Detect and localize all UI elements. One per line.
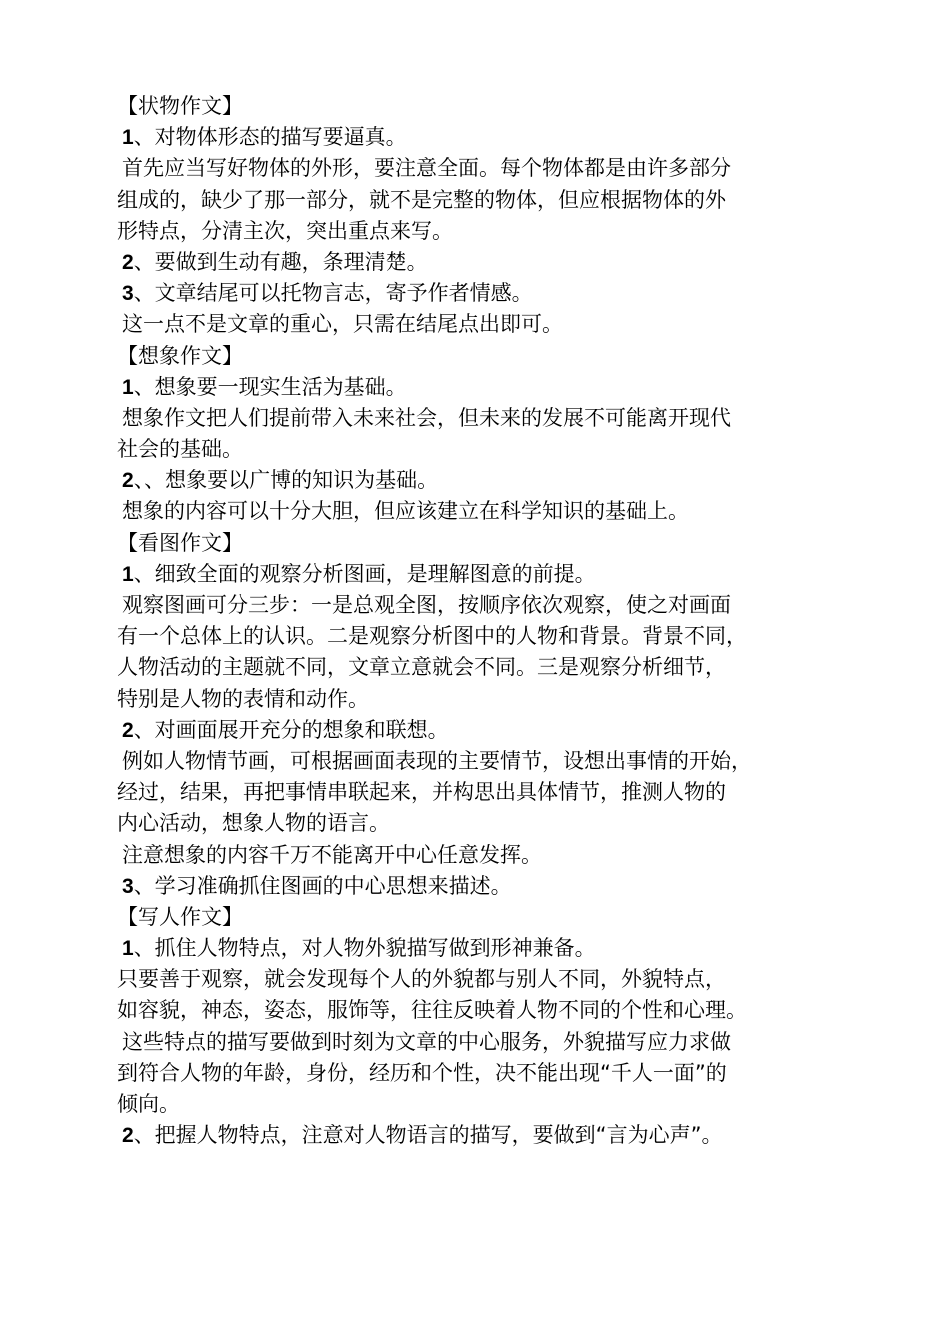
numbered-point [117,871,837,902]
point-number: 2 [122,1124,134,1148]
paragraph-line: 注意想象的内容千万不能离开中心任意发挥。 [122,842,542,867]
section-heading: 【看图作文】 [117,530,243,555]
numbered-point [117,247,837,278]
paragraph-line: 内心活动，想象人物的语言。 [117,811,390,836]
paragraph-line: 特别是人物的表情和动作。 [117,686,369,711]
numbered-point [117,1120,837,1151]
paragraph-line: 经过，结果，再把事情串联起来，并构思出具体情节，推测人物的 [117,780,726,805]
point-number: 3 [122,874,134,898]
paragraph-line: 观察图画可分三步：一是总观全图，按顺序依次观察，使之对画面 [122,593,731,617]
point-number: 1 [122,562,134,586]
point-number: 1 [122,126,134,150]
point-number: 2 [122,469,134,493]
paragraph-line: 想象作文把人们提前带入未来社会，但未来的发展不可能离开现代 [122,405,731,430]
point-number: 1 [122,375,134,399]
paragraph-line: 首先应当写好物体的外形，要注意全面。每个物体都是由许多部分 [122,156,731,181]
paragraph-line: 倾向。 [117,1092,180,1116]
paragraph-line: 人物活动的主题就不同，文章立意就会不同。三是观察分析细节， [117,655,726,680]
point-text: 、、想象要以广博的知识为基础。 [133,468,439,493]
numbered-point [117,278,837,309]
point-number: 2 [122,718,134,742]
paragraph-line: 有一个总体上的认识。二是观察分析图中的人物和背景。背景不同， [117,624,747,649]
point-text: 、想象要一现实生活为基础。 [133,374,407,399]
section-heading: 【想象作文】 [117,343,243,368]
point-text: 、要做到生动有趣，条理清楚。 [133,249,428,274]
paragraph-line: 例如人物情节画，可根据画面表现的主要情节，设想出事情的开始， [122,748,752,773]
numbered-point [117,372,837,403]
paragraph-line: 这一点不是文章的重心，只需在结尾点出即可。 [122,312,563,337]
paragraph-line: 社会的基础。 [117,437,243,462]
numbered-point [117,933,837,964]
point-text: 、细致全面的观察分析图画，是理解图意的前提。 [133,561,596,586]
point-text: 、对物体形态的描写要逼真。 [133,125,407,150]
paragraph-line: 到符合人物的年龄，身份，经历和个性，决不能出现“千人一面”的 [117,1060,727,1085]
paragraph-line: 这些特点的描写要做到时刻为文章的中心服务，外貌描写应力求做 [122,1029,731,1054]
point-number: 2 [122,250,134,274]
point-number: 3 [122,282,134,306]
numbered-point [117,559,837,590]
document-body [117,91,837,1151]
paragraph-line: 只要善于观察，就会发现每个人的外貌都与别人不同，外貌特点， [117,967,726,992]
numbered-point [117,122,837,153]
point-text: 、学习准确抓住图画的中心思想来描述。 [133,873,512,898]
point-text: 、对画面展开充分的想象和联想。 [133,717,449,742]
numbered-point [117,465,837,496]
section-heading: 【状物作文】 [117,94,243,118]
point-text: 、把握人物特点，注意对人物语言的描写，要做到“言为心声”。 [133,1123,723,1148]
point-number: 1 [122,937,134,961]
paragraph-line: 如容貌，神态，姿态，服饰等，往往反映着人物不同的个性和心理。 [117,998,747,1023]
paragraph-line: 组成的，缺少了那一部分，就不是完整的物体，但应根据物体的外 [117,187,726,212]
numbered-point [117,715,837,746]
paragraph-line: 形特点，分清主次，突出重点来写。 [117,218,453,243]
point-text: 、抓住人物特点，对人物外貌描写做到形神兼备。 [133,936,596,961]
paragraph-line: 想象的内容可以十分大胆，但应该建立在科学知识的基础上。 [122,499,689,524]
point-text: 、文章结尾可以托物言志，寄予作者情感。 [133,281,533,306]
section-heading: 【写人作文】 [117,904,243,929]
